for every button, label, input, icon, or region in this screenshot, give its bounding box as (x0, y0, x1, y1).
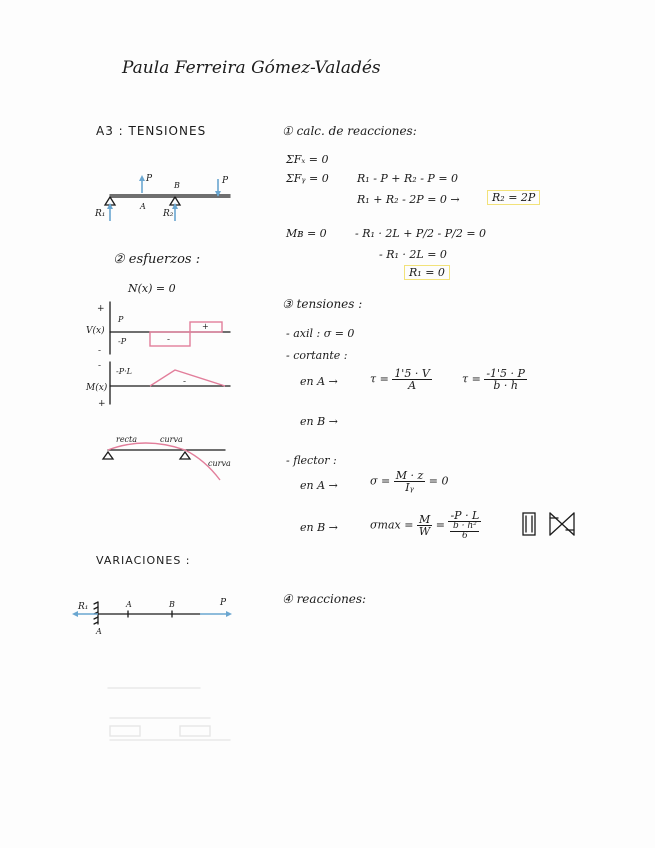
moment-b: Mʙ = 0 (286, 227, 327, 240)
axil-line: - axil : σ = 0 (286, 327, 355, 340)
cortante-en-a: en A → (300, 375, 338, 388)
result-r1: R₁ = 0 (404, 265, 450, 280)
moment-value: -P·L (116, 367, 132, 376)
sum-fy: ΣFᵧ = 0 (286, 172, 329, 185)
shear-mp: -P (118, 337, 127, 346)
tau-a-fraction: $\frac{1'5 \cdot V}{A}$ (394, 367, 430, 392)
beam-load-p1: P (146, 174, 153, 184)
shear-neg-sign: - (167, 335, 171, 345)
bleed-through (100, 680, 250, 750)
variaciones-a: A (126, 600, 132, 609)
tau-a: τ = $\frac{1'5 \cdot V}{A}$ (370, 367, 430, 392)
section-title: A3 : TENSIONES (96, 124, 207, 138)
deform-curva-1: curva (160, 435, 183, 444)
tensiones-title: ③ tensiones : (282, 297, 363, 311)
sigma-max-fraction-1: $\frac{M}{W}$ (418, 513, 431, 538)
moment-sign: - (183, 377, 187, 387)
sigma-max: σmax = $\frac{M}{W}$ = -P · L b · h² 6 (370, 509, 480, 541)
moment-plus: + (98, 399, 106, 409)
shear-minus: - (98, 346, 102, 356)
deform-recta: recta (116, 435, 138, 444)
sigma-fraction: $\frac{M \cdot z}{\text{Iᵧ}}$ (395, 469, 424, 494)
variaciones-p: P (220, 598, 227, 608)
moment-minus: - (98, 361, 102, 371)
step4-title: ④ reacciones: (282, 592, 367, 606)
beam-point-a: A (140, 202, 146, 211)
flector-en-b: en B → (300, 521, 338, 534)
equation-1: R₁ - P + R₂ - P = 0 (357, 172, 459, 185)
shear-label: V(x) (86, 326, 105, 336)
beam-r2: R₂ (163, 209, 174, 219)
sum-fx: ΣFₓ = 0 (286, 153, 329, 166)
equation-2: R₁ + R₂ - 2P = 0 → (357, 193, 460, 206)
beam-point-b: B (174, 181, 180, 190)
cortante-line: - cortante : (286, 349, 348, 362)
shear-diagram (90, 300, 240, 360)
cortante-en-b: en B → (300, 415, 338, 428)
deform-curva-2: curva (208, 459, 231, 468)
tau-b-fraction: $\frac{-1'5 \cdot P}{b \cdot h}$ (486, 367, 525, 392)
shear-p: P (118, 315, 124, 324)
sigma-max-fraction-2: -P · L b · h² 6 (450, 509, 480, 541)
variaciones-support: A (96, 627, 102, 636)
beam-r1: R₁ (95, 209, 106, 219)
flector-en-a: en A → (300, 479, 338, 492)
variaciones-title: VARIACIONES : (96, 554, 191, 567)
equation-3: - R₁ · 2L + P/2 - P/2 = 0 (355, 227, 487, 240)
result-r2: R₂ = 2P (487, 190, 540, 205)
shear-pos-sign: + (202, 322, 209, 331)
reacciones-title: ① calc. de reacciones: (282, 124, 417, 138)
stress-sketch-icon (520, 510, 590, 540)
tau-b: τ = $\frac{-1'5 \cdot P}{b \cdot h}$ (462, 367, 525, 392)
variaciones-r1: R₁ (78, 602, 89, 612)
flector-line: - flector : (286, 454, 337, 467)
author-name: Paula Ferreira Gómez-Valadés (122, 58, 381, 78)
normal-force: N(x) = 0 (128, 282, 176, 295)
moment-label: M(x) (86, 383, 108, 393)
equation-4: - R₁ · 2L = 0 (379, 248, 447, 261)
esfuerzos-title: ② esfuerzos : (113, 252, 201, 267)
shear-plus: + (97, 304, 105, 314)
sigma-a: σ = $\frac{M \cdot z}{\text{Iᵧ}}$ = 0 (370, 469, 449, 494)
moment-diagram (90, 360, 240, 410)
beam-load-p2: P (222, 176, 229, 186)
variaciones-b: B (169, 600, 175, 609)
